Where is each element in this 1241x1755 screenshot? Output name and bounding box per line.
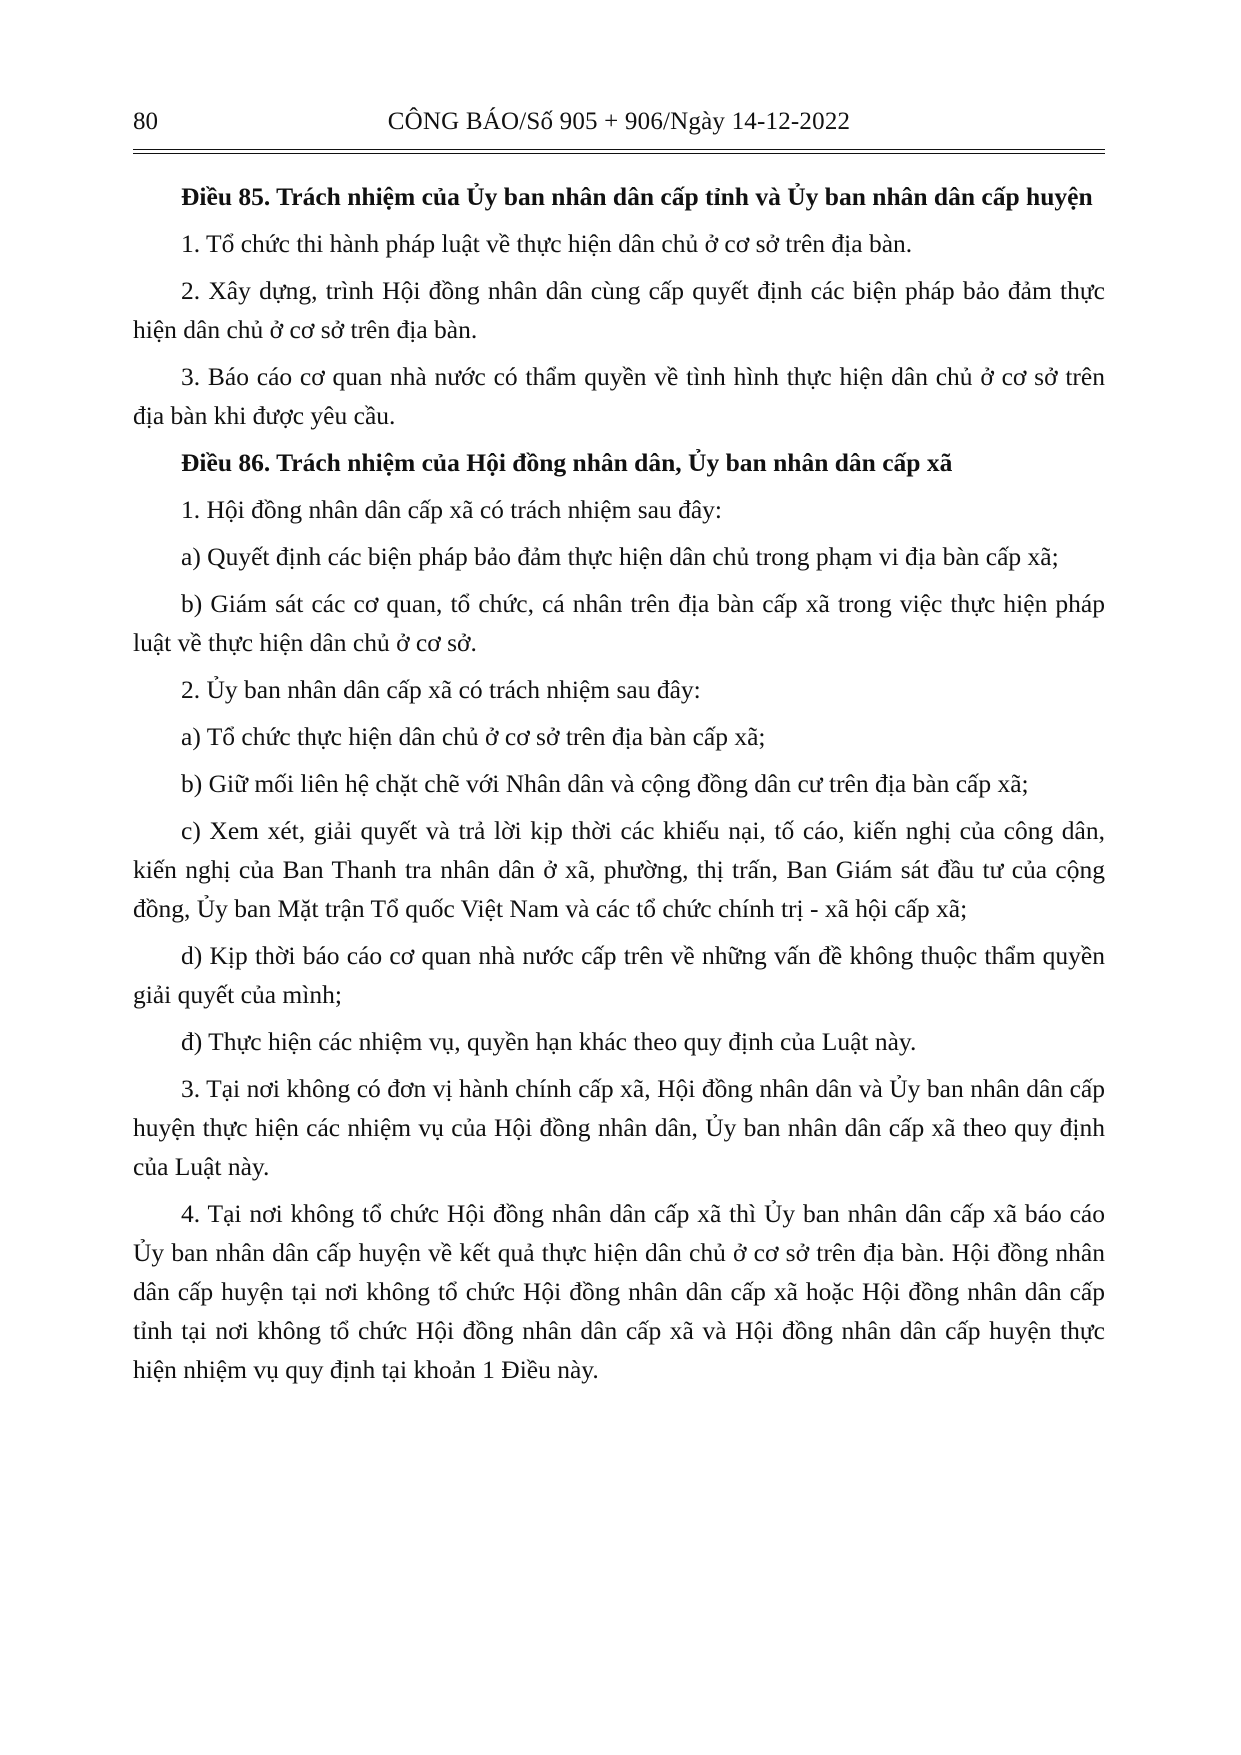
article-86-clause-1-a: a) Quyết định các biện pháp bảo đảm thực hiện dân chủ trong phạm vi địa bàn cấp xã; <box>181 542 1059 571</box>
article-86-clause-1: 1. Hội đồng nhân dân cấp xã có trách nhiệm sau đây: <box>181 495 723 524</box>
header-divider-secondary <box>133 153 1105 154</box>
document-body <box>133 177 1105 1397</box>
article-86-clause-3: 3. Tại nơi không có đơn vị hành chính cấp xã, Hội đồng nhân dân và Ủy ban nhân dân cấp huyện thực hiện các nhiệm vụ của Hội đồng nhân dân, Ủy ban nhân dân cấp xã theo quy định của Luật này. <box>133 1074 1105 1181</box>
article-86-clause-2-a: a) Tổ chức thực hiện dân chủ ở cơ sở trên địa bàn cấp xã; <box>181 722 766 751</box>
article-86-clause-4: 4. Tại nơi không tổ chức Hội đồng nhân dân cấp xã thì Ủy ban nhân dân cấp xã báo cáo Ủy ban nhân dân cấp huyện về kết quả thực hiện dân chủ ở cơ sở trên địa bàn. Hội đồng nhân dân cấp huyện tại nơi không tổ chức Hội đồng nhân dân cấp xã hoặc Hội đồng nhân dân cấp tỉnh tại nơi không tổ chức Hội đồng nhân dân cấp xã và Hội đồng nhân dân cấp huyện thực hiện nhiệm vụ quy định tại khoản 1 Điều này. <box>133 1199 1105 1384</box>
article-86-heading: Điều 86. Trách nhiệm của Hội đồng nhân dân, Ủy ban nhân dân cấp xã <box>181 448 953 477</box>
article-86-clause-2-d: d) Kịp thời báo cáo cơ quan nhà nước cấp trên về những vấn đề không thuộc thẩm quyền giải quyết của mình; <box>133 941 1105 1009</box>
gazette-title: CÔNG BÁO/Số 905 + 906/Ngày 14-12-2022 <box>387 108 851 135</box>
article-85-heading: Điều 85. Trách nhiệm của Ủy ban nhân dân cấp tỉnh và Ủy ban nhân dân cấp huyện <box>181 182 1093 211</box>
article-86-clause-2-c: c) Xem xét, giải quyết và trả lời kịp thời các khiếu nại, tố cáo, kiến nghị của công dân, kiến nghị của Ban Thanh tra nhân dân ở xã, phường, thị trấn, Ban Giám sát đầu tư của cộng đồng, Ủy ban Mặt trận Tổ quốc Việt Nam và các tổ chức chính trị - xã hội cấp xã; <box>133 816 1105 923</box>
page-number: 80 <box>133 108 158 135</box>
article-86-clause-2-dd: đ) Thực hiện các nhiệm vụ, quyền hạn khác theo quy định của Luật này. <box>181 1027 917 1056</box>
article-85-clause-2: 2. Xây dựng, trình Hội đồng nhân dân cùng cấp quyết định các biện pháp bảo đảm thực hiện dân chủ ở cơ sở trên địa bàn. <box>133 276 1105 344</box>
article-86-clause-1-b: b) Giám sát các cơ quan, tổ chức, cá nhân trên địa bàn cấp xã trong việc thực hiện pháp luật về thực hiện dân chủ ở cơ sở. <box>133 589 1105 657</box>
article-85-clause-1: 1. Tổ chức thi hành pháp luật về thực hiện dân chủ ở cơ sở trên địa bàn. <box>181 229 913 258</box>
page-header <box>133 104 1105 148</box>
article-85-clause-3: 3. Báo cáo cơ quan nhà nước có thẩm quyền về tình hình thực hiện dân chủ ở cơ sở trên địa bàn khi được yêu cầu. <box>133 362 1105 430</box>
header-divider <box>133 149 1105 150</box>
article-86-clause-2: 2. Ủy ban nhân dân cấp xã có trách nhiệm sau đây: <box>181 675 701 704</box>
article-86-clause-2-b: b) Giữ mối liên hệ chặt chẽ với Nhân dân và cộng đồng dân cư trên địa bàn cấp xã; <box>181 769 1029 798</box>
